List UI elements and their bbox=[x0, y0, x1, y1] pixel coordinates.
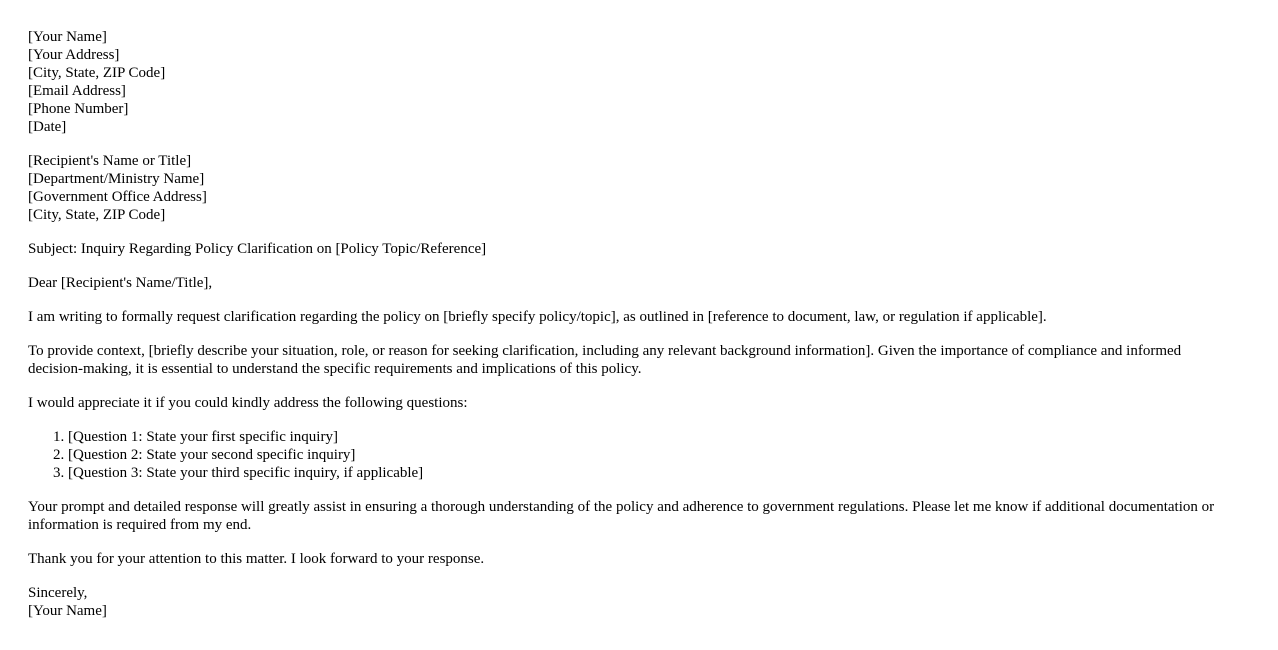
letter-document bbox=[28, 28, 1228, 620]
question-item-1: 1. [Question 1: State your first specific inquiry] bbox=[68, 428, 1228, 446]
recipient-block bbox=[28, 152, 1228, 224]
sender-name: [Your Name] bbox=[28, 29, 107, 45]
questions-list bbox=[28, 428, 1228, 482]
question-item-3: 3. [Question 3: State your third specific inquiry, if applicable] bbox=[68, 464, 1228, 482]
sender-date: [Date] bbox=[28, 119, 67, 135]
sender-block bbox=[28, 28, 1228, 136]
sender-phone: [Phone Number] bbox=[28, 101, 129, 117]
signoff-name: [Your Name] bbox=[28, 603, 107, 619]
recipient-city-state-zip: [City, State, ZIP Code] bbox=[28, 207, 166, 223]
signoff-block bbox=[28, 584, 1228, 620]
recipient-office-address: [Government Office Address] bbox=[28, 189, 207, 205]
context-paragraph: To provide context, [briefly describe your situation, role, or reason for seeking clarification, including any relevant background information]. Given the importance of compliance and informed decision-making, it is essential to understand the specific requirements and implications of this policy. bbox=[28, 343, 1182, 377]
subject-line: Subject: Inquiry Regarding Policy Clarification on [Policy Topic/Reference] bbox=[28, 241, 487, 257]
sender-city-state-zip: [City, State, ZIP Code] bbox=[28, 65, 166, 81]
salutation: Dear [Recipient's Name/Title], bbox=[28, 275, 213, 291]
thanks-paragraph: Thank you for your attention to this matter. I look forward to your response. bbox=[28, 551, 485, 567]
sender-email: [Email Address] bbox=[28, 83, 126, 99]
signoff-closing: Sincerely, bbox=[28, 585, 88, 601]
sender-address: [Your Address] bbox=[28, 47, 120, 63]
question-item-2: 2. [Question 2: State your second specific inquiry] bbox=[68, 446, 1228, 464]
closing-request-paragraph: Your prompt and detailed response will greatly assist in ensuring a thorough understanding of the policy and adherence to government regulations. Please let me know if additional documentation or information is required from my end. bbox=[28, 499, 1215, 533]
recipient-department: [Department/Ministry Name] bbox=[28, 171, 205, 187]
questions-intro: I would appreciate it if you could kindly address the following questions: bbox=[28, 395, 468, 411]
intro-paragraph: I am writing to formally request clarification regarding the policy on [briefly specify policy/topic], as outlined in [reference to document, law, or regulation if applicable]. bbox=[28, 309, 1047, 325]
recipient-name-title: [Recipient's Name or Title] bbox=[28, 153, 192, 169]
